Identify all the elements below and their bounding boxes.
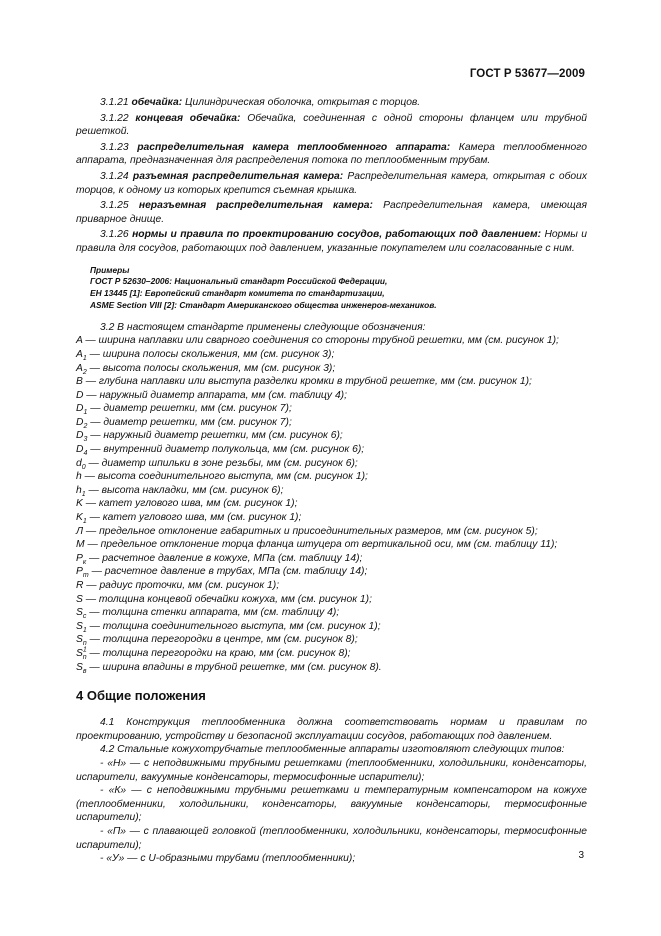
definition-3-1-22 [76,112,587,139]
notation-subscript: 4 [83,450,88,458]
example-item: EH 13445 [1]: Европейский стандарт комитета по стандартизации, [90,288,385,299]
notation-description: — глубина наплавки или выступа разделки кромки в трубной решетке, мм (см. рисунок 1); [82,376,532,388]
notation-description: — ширина полосы скольжения, мм (см. рисунок 3); [86,348,335,360]
section-4-list-item: - «Н» — с неподвижными трубными решетками (теплообменники, холодильники, конденсаторы, испарители, вакуумные конденсаторы, термосифонные испарители); [76,757,587,783]
notation-description: — расчетное давление в трубах, МПа (см. таблицу 14); [88,566,368,578]
notation-subscript: 2 [83,422,88,430]
notation-description: — высота накладки, мм (см. рисунок 6); [85,484,284,496]
notation-description: — высота полосы скольжения, мм (см. рисунок 3); [86,362,336,374]
section-4-list-item: - «У» — с U-образными трубами (теплообменники); [100,853,356,865]
notation-symbol: D [76,416,84,428]
definition-term: распределительная камера теплообменного аппарата: [137,141,451,153]
section-4-paragraph: 4.2 Стальные кожухотрубчатые теплообменные аппараты изготовляют следующих типов: [100,744,565,756]
notation-subscript: c [82,613,87,621]
notation-item [76,593,587,607]
notation-symbol: S [76,607,83,619]
notation-description: — ширина впадины в трубной решетке, мм (см. рисунок 8). [86,661,382,673]
notation-item [76,525,587,539]
notation-item [76,647,587,661]
notation-symbol: B [76,376,83,388]
notation-item [76,633,587,647]
notation-item [76,497,587,511]
notation-description: — высота соединительного выступа, мм (см. рисунок 1); [81,471,368,483]
notation-symbol: A [76,335,83,347]
definition-number: 3.1.22 [100,112,129,124]
notation-description: — внутренний диаметр полукольца, мм (см. рисунок 6); [87,444,365,456]
notation-item [76,620,587,634]
notation-item [76,362,587,376]
definition-text: Камера теплообменного аппарата, предназначенная для распределения потока по теплообменным трубам. [76,141,587,167]
definition-term: разъемная распределительная камера: [132,170,344,182]
definition-term: концевая обечайка: [135,112,241,124]
notation-description: — катет углового шва, мм (см. рисунок 1); [82,498,298,510]
notation-item [76,375,587,389]
notation-subscript: 1 [82,518,87,526]
notation-symbol: S [76,661,83,673]
notation-description: — катет углового шва, мм (см. рисунок 1); [86,512,302,524]
notation-description: — наружный диаметр решетки, мм (см. рисунок 6); [87,430,343,442]
notation-item [76,416,587,430]
notation-symbol: S [76,634,83,646]
definition-number: 3.1.24 [100,170,129,182]
notation-subscript: 1 [81,490,86,498]
section-4-title: 4 Общие положения [76,688,206,704]
notation-symbol: A [76,362,83,374]
notation-symbol: P [76,566,83,578]
notation-description: — предельное отклонение габаритных и присоединительных размеров, мм (см. рисунок 5); [83,525,538,537]
definition-number: 3.1.21 [100,97,129,108]
notation-description: — толщина концевой обечайки кожуха, мм (см. рисунок 1); [82,593,372,605]
notation-subscript: в [82,667,87,675]
definition-term: нормы и правила по проектированию сосудов, работающих под давлением: [132,229,542,241]
notation-symbol: h [76,471,82,483]
notation-description: — толщина перегородки в центре, мм (см. рисунок 8); [86,634,358,646]
example-item: ASME Section VIII [2]: Стандарт Американского общества инженеров-механиков. [90,299,437,310]
notation-description: — предельное отклонение торца фланца штуцера от вертикальной оси, мм (см. таблицу 11); [84,539,558,551]
definition-3-1-24 [76,170,587,197]
notation-subscript: 3 [83,436,88,444]
notation-symbol: h [76,484,82,496]
definition-3-1-25 [76,199,587,226]
notation-description: — диаметр решетки, мм (см. рисунок 7); [87,403,292,415]
notation-symbol: D [76,430,84,442]
notation-subscript: к [82,558,87,566]
notation-item [76,484,587,498]
definition-number: 3.1.26 [100,229,129,241]
notation-description: — толщина стенки аппарата, мм (см. таблицу 4); [86,607,340,619]
notation-symbol: d [76,457,82,469]
notation-symbol: P [76,552,83,564]
notation-symbol: D [76,389,84,401]
notation-subscript: 0 [81,463,86,471]
notation-subscript: 1 [83,409,88,417]
section-4-list-item: - «П» — с плавающей головкой (теплообменники, холодильники, конденсаторы, термосифонные испарители); [76,825,587,851]
section-4-paragraph: 4.1 Конструкция теплообменника должна соответствовать нормам и правилам по проектированию, устройству и безопасной эксплуатации сосудов, работающих под давлением. [76,717,587,742]
notation-description: — толщина перегородки на краю, мм (см. рисунок 8); [86,647,351,659]
notation-description: — наружный диаметр аппарата, мм (см. таблицу 4); [83,389,347,401]
notation-symbol: D [76,403,84,415]
example-item: ГОСТ Р 52630–2006: Национальный стандарт Российской Федерации, [90,276,388,287]
page-number: 3 [578,850,584,861]
notation-item [76,429,587,443]
notation-intro: 3.2 В настоящем стандарте применены следующие обозначения: [100,321,426,333]
notation-item [76,511,587,525]
notation-list [76,334,587,674]
definition-3-1-26 [76,228,587,255]
notation-subscript: 1 [82,354,87,362]
definition-term: неразъемная распределительная камера: [138,200,373,212]
notation-item [76,402,587,416]
examples-title: Примеры [90,264,130,275]
definition-text: Цилиндрическая оболочка, открытая с торцов. [185,97,421,108]
notation-item [76,538,587,552]
document-code-header: ГОСТ Р 53677—2009 [469,68,585,80]
definition-text: Распределительная камера, имеющая приварное днище. [76,200,587,225]
notation-item [76,565,587,579]
notation-item [76,606,587,620]
notation-symbol: R [76,580,84,591]
definition-text: Нормы и правила для сосудов, работающих под давлением, указанные покупателем или согласованные с ним. [76,229,587,254]
notation-symbol: D [76,444,84,456]
notation-item [76,552,587,566]
page-content [76,96,587,866]
definition-number: 3.1.23 [100,141,129,153]
notation-subscript: n [82,640,87,648]
notation-item [76,443,587,457]
notation-symbol: K [76,512,83,524]
notation-item [76,348,587,362]
notation-description: — диаметр шпильки в зоне резьбы, мм (см. рисунок 6); [85,457,358,469]
notation-subscript: n [82,654,87,662]
notation-item [76,389,587,403]
notation-symbol: K [76,498,83,510]
notation-description: — диаметр решетки, мм (см. рисунок 7); [87,416,292,428]
notation-item [76,457,587,471]
section-4-list-item: - «К» — с неподвижными трубными решетками и температурным компенсатором на кожухе (теплообменники, холодильники, конденсаторы, вакуумные конденсаторы, термосифонные испарители); [76,785,587,824]
notation-symbol: S [76,593,83,605]
notation-symbol: S [76,620,83,632]
notation-subscript: т [82,572,89,580]
notation-description: — расчетное давление в кожухе, МПа (см. таблицу 14); [86,552,363,564]
notation-symbol: Л [76,525,84,537]
definition-number: 3.1.25 [100,200,129,212]
notation-item [76,661,587,675]
notation-symbol: M [76,539,85,551]
notation-description: — ширина наплавки или сварного соединения со стороны трубной решетки, мм (см. рисунок 1); [82,335,559,347]
notation-item [76,579,587,593]
definition-3-1-23 [76,141,587,168]
definition-text: Распределительная камера, открытая с обоих торцов, к одному из которых крепится съемная крышка. [76,170,587,196]
definition-3-1-21 [76,96,587,110]
notation-symbol: A [76,348,83,360]
notation-item [76,470,587,484]
definition-text: Обечайка, соединенная с одной стороны фланцем или трубной решеткой. [76,112,587,138]
notation-superscript: 1 [82,646,87,654]
notation-subscript: 1 [82,626,87,634]
notation-description: — радиус проточки, мм (см. рисунок 1); [83,580,280,591]
notation-item [76,334,587,348]
definition-term: обечайка: [131,97,183,108]
notation-description: — толщина соединительного выступа, мм (см. рисунок 1); [86,620,381,632]
notation-symbol: S [76,647,83,659]
notation-subscript: 2 [82,368,87,376]
